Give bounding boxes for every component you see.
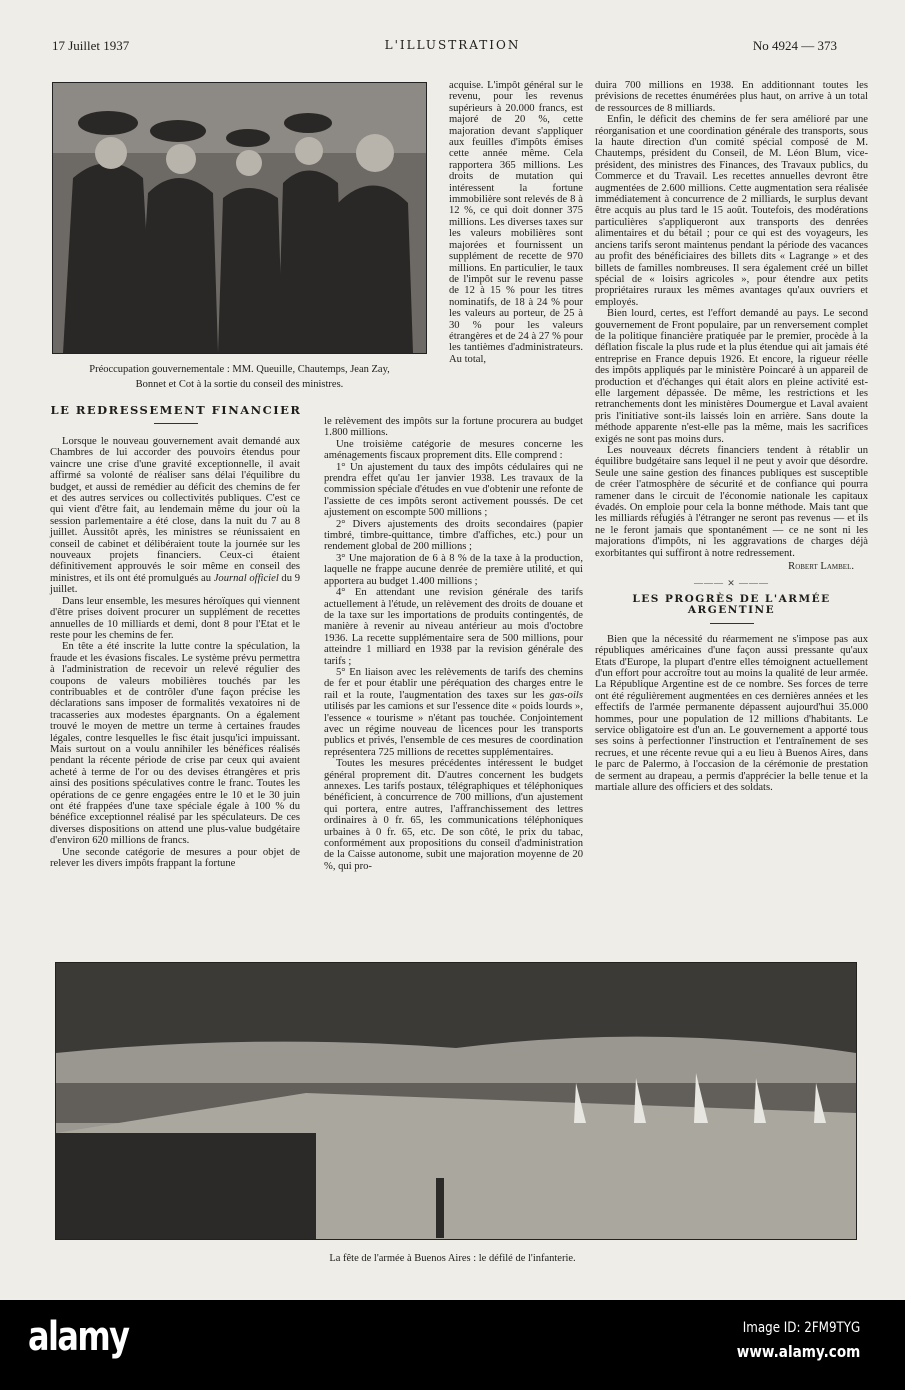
ornamental-divider: ——— ✕ ——— [693, 578, 770, 589]
text: Lorsque le nouveau gouvernement avait demandé aux Chambres de lui accorder des pouvoirs étendus pour vaincre une crise d'une gravité exceptionnelle, il avait affirmé sa volonté de réaliser sans délai l'équilibre du budget, et aussi de remédier au déficit des chemins de fer et des autres services ou collectivités publiques. C'est ce qui vient d'être fait, au lendemain même du jour où la session parlementaire a été close, dans la nuit du 7 au 8 juillet. Aussitôt après, les ministres se réunissaient en conseil de cabinet et délibéraient toute la journée sur les nouveaux projets financiers. Ceux-ci étaient définitivement approuvés le soir même en conseil des ministres, et ils ont été promulgués au [50, 436, 300, 584]
ministers-photo [52, 82, 427, 354]
alamy-logo: alamy [28, 1314, 129, 1360]
text: du 9 juillet. [50, 572, 300, 596]
list-item: 2° Divers ajustements des droits secondaires (papier timbré, timbre-quittance, timbre d'affiches, etc.) pour un rendement global de 200 millions ; [324, 518, 583, 553]
text: 5° En liaison avec les relèvements de tarifs des chemins de fer et pour établir une péréquation des charges entre le rail et la route, l'augmentation des taxes sur les [324, 666, 583, 701]
list-item: 4° En attendant une revision générale des tarifs actuellement à l'étude, un relèvement des droits de douane et de la taxe sur les importations de produits contingentés, de manière à revenir au niveau antérieur au mois d'octobre 1936. La recette supplémentaire sera de 500 millions, pour atteindre 1 milliard en 1938 par la revision générale des tarifs ; [324, 587, 583, 667]
parade-photo [55, 962, 857, 1240]
text: utilisés par les camions et sur l'essence dite « poids lourds », l'essence « tourisme » n'étant pas touchée. Conjointement avec un régime nouveau de licences pour les transports publics et privés, l'ensemble de ces mesures de coordination représentera 725 millions de recettes supplémentaires. [324, 701, 583, 758]
list-item [324, 667, 583, 758]
issue-date: 17 Juillet 1937 [52, 38, 130, 53]
issue-number: No 4924 — 373 [752, 38, 837, 53]
list-item: 1° Un ajustement du taux des impôts cédulaires qui ne prendra effet qu'au 1er janvier 1938. Les travaux de la commission spéciale d'études en vue d'obtenir une refonte de l'assiette de ces impôts seront activement poussés. De cet ajustement on escompte 500 millions ; [324, 461, 583, 519]
paragraph: Dans leur ensemble, les mesures héroïques qui viennent d'être prises doivent procurer un supplément de recettes annuelles de 10 milliards et demi, dont 8 pour l'Etat et le reste pour les chemins de fer. [50, 595, 300, 641]
paragraph: duira 700 millions en 1938. En additionnant toutes les prévisions de recettes énumérées plus haut, on arrive à un total de ressources de 8 milliards. [595, 80, 868, 114]
author-signature: Robert Lambel. [788, 561, 854, 573]
article-heading-block [50, 403, 302, 424]
column-2-narrow [449, 80, 583, 365]
parade-photo-caption: La fête de l'armée à Buenos Aires : le défilé de l'infanterie. [329, 1253, 576, 1264]
paragraph: Toutes les mesures précédentes intéressent le budget général proprement dit. D'autres concernent les budgets annexes. Les tarifs postaux, télégraphiques et téléphoniques bénéficient, à concurrence de 700 millions, d'un ajustement qui portera, entre autres, l'affranchissement des lettres ordinaires à 0 fr. 65, les communications téléphoniques urbaines à 0 fr. 65, etc. De son côté, le prix du tabac, conformément aux propositions du conseil d'administration de la Caisse autonome, subit une majoration moyenne de 20 %, qui pro- [324, 758, 583, 872]
column-1 [50, 436, 300, 869]
column-3 [595, 80, 868, 793]
title-rule [154, 423, 198, 424]
ministers-photo-caption [52, 362, 427, 392]
column-2 [324, 416, 583, 872]
alamy-url[interactable]: www.alamy.com [736, 1342, 860, 1361]
image-id: Image ID: 2FM9TYG [742, 1320, 860, 1336]
paragraph: Les nouveaux décrets financiers tendent à rétablir un équilibre budgétaire sans lequel il ne peut y avoir que désordre. Seule une saine gestion des finances publiques est susceptible de créer l'atmosphère de sécurité et de confiance qui pourra ramener dans le circuit de l'économie nationale les capitaux évadés. On emploie pour cela la bonne méthode. Mais tant que les milliards réfugiés à l'étranger ne seront pas revenus — et ils ne le feront jamais que spontanément — ce ne sont ni les majorations d'impôts, ni les aggravations de charges déjà exorbitantes qui suffiront à notre redressement. [595, 445, 868, 559]
paragraph: le relèvement des impôts sur la fortune procurera au budget 1.800 millions. [324, 416, 583, 439]
paragraph: En tête a été inscrite la lutte contre la spéculation, la fraude et les évasions fiscales. Le système prévu permettra à l'administration de recevoir un relevé régulier des coupons de valeurs mobilières touchés par les contribuables et de contrôler d'une façon précise les déclarations sans imposer de formalités vexatoires ni de tracasseries aux modestes épargnants. On a également trouvé le moyen de mettre un terme à certaines fraudes légales, contre lesquelles le fisc était jusqu'ici impuissant. Mais surtout on a voulu annihiler les bénéfices réalisés pendant la récente période de crise par ceux qui avaient acheté à terme de l'or ou des devises étrangères et pris ainsi des positions spéculatives contre le franc. Toutes les opérations de ce genre engagées entre le 10 et le 30 juin ont été frappées d'une taxe spéciale égale à 100 % du bénéfice exceptionnel réalisé par les spéculateurs. De ces diverses dispositions on attend une plus-value budgétaire d'environ 620 millions de francs. [50, 641, 300, 847]
article-title: LES PROGRÈS DE L'ARMÉE ARGENTINE [632, 592, 831, 617]
paragraph: Une troisième catégorie de mesures concerne les aménagements fiscaux proprement dits. Elle comprend : [324, 438, 583, 462]
caption-line: Préoccupation gouvernementale : MM. Queuille, Chautemps, Jean Zay, [89, 364, 390, 375]
title-rule [710, 623, 754, 624]
paragraph: Une seconde catégorie de mesures a pour objet de relever les divers impôts frappant la fortune [50, 846, 300, 870]
gas-oils-italic: gas-oils [549, 689, 583, 701]
parade-photo-image [56, 963, 856, 1239]
article-title: LE REDRESSEMENT FINANCIER [50, 403, 302, 417]
ministers-photo-image [53, 83, 426, 353]
paragraph [50, 436, 300, 596]
caption-line: Bonnet et Cot à la sortie du conseil des ministres. [135, 379, 344, 390]
paragraph: Bien que la nécessité du réarmement ne s'impose pas aux républiques américaines d'une façon aussi pressante qu'aux Etats d'Europe, la plupart d'entre elles témoignent actuellement d'un effort pour accroître tout au moins la qualité de leur armée. La République Argentine est de ce nombre. Ses forces de terre ont été régulièrement augmentées en ces dernières années et les effectifs de l'armée permanente dépassent aujourd'hui 35.000 hommes, pour une population de 12 millions d'habitants. Le service obligatoire est d'un an. Le gouvernement a apporté tous ses soins à perfectionner l'instruction et l'entraînement de ses recrues, et une récente revue qui a eu lieu à Buenos Aires, dans le parc de Palermo, à l'occasion de la cérémonie de prestation de serment au drapeau, a permis d'apprécier la belle tenue et la martiale allure des officiers et des soldats. [595, 633, 868, 793]
paragraph: Enfin, le déficit des chemins de fer sera amélioré par une réorganisation et une coordination générale des transports, sous la haute direction d'un comité spécial composé de M. Chautemps, président du Conseil, de M. Léon Blum, vice-président, des ministres des Finances, des Travaux publics, du Commerce et du Travail. Les recettes annuelles devront être augmentées de 2.600 millions. Cette augmentation sera réalisée immédiatement à concurrence de 2 milliards, le surplus devant être acquis au plus tard le 15 août. Toutefois, des modérations particulières s'appliqueront aux transports des denrées alimentaires et du bétail ; pour ce qui est des voyageurs, les anciens tarifs seront maintenus pendant la période des vacances au profit des bénéficiaires des billets dits « Lagrange » et des billets de familles nombreuses. Il sera également créé un billet spécial de « loisirs agricoles », pour étendre aux petits propriétaires ruraux les mêmes avantages qu'aux ouvriers et employés. [595, 114, 868, 308]
paragraph: acquise. L'impôt général sur le revenu, pour les revenus supérieurs à 20.000 francs, est majoré de 20 %, cette majoration devant s'appliquer aux feuilles d'impôts émises cette année même. Cela rapportera 365 millions. Les droits de mutation qui intéressent la fortune immobilière sont relevés de 8 à 12 %, ce qui doit donner 375 millions. Les diverses taxes sur les valeurs mobilières sont majorées et fournissent un supplément de recette de 970 millions. En particulier, le taux de l'impôt sur le revenu passe de 12 à 15 % pour les titres nominatifs, de 18 à 24 % pour les valeurs au porteur, de 25 à 30 % pour les valeurs étrangères et de 24 à 27 % pour les tantièmes d'administrateurs. Au total, [449, 80, 583, 365]
paragraph: Bien lourd, certes, est l'effort demandé au pays. Le second gouvernement de Front populaire, par un renversement complet de la politique financière pratiquée par le premier, procède à la déflation fiscale la plus rude et la plus étendue qui ait jamais été entreprise en France depuis 1926. Et encore, la rigueur réelle des impôts appliqués par le ministère Poincaré à un appareil de production et d'échanges qui était alors en pleine activité est-elle largement dépassée. De même, les restrictions et les retranchements dont les ministères Doumergue et Laval avaient pris l'initiative sont-ils laissés loin en arrière. Sans doute la méthode apparente n'est-elle pas la même, mais les sacrifices exigés ne sont pas moins durs. [595, 308, 868, 445]
watermark-bar [0, 1300, 905, 1390]
magazine-title: L'ILLUSTRATION [384, 38, 521, 52]
journal-officiel-italic: Journal officiel [213, 572, 279, 584]
list-item: 3° Une majoration de 6 à 8 % de la taxe à la production, laquelle ne frappe aucune denrée de première utilité, et qui apportera au budget 1.400 millions ; [324, 552, 583, 587]
